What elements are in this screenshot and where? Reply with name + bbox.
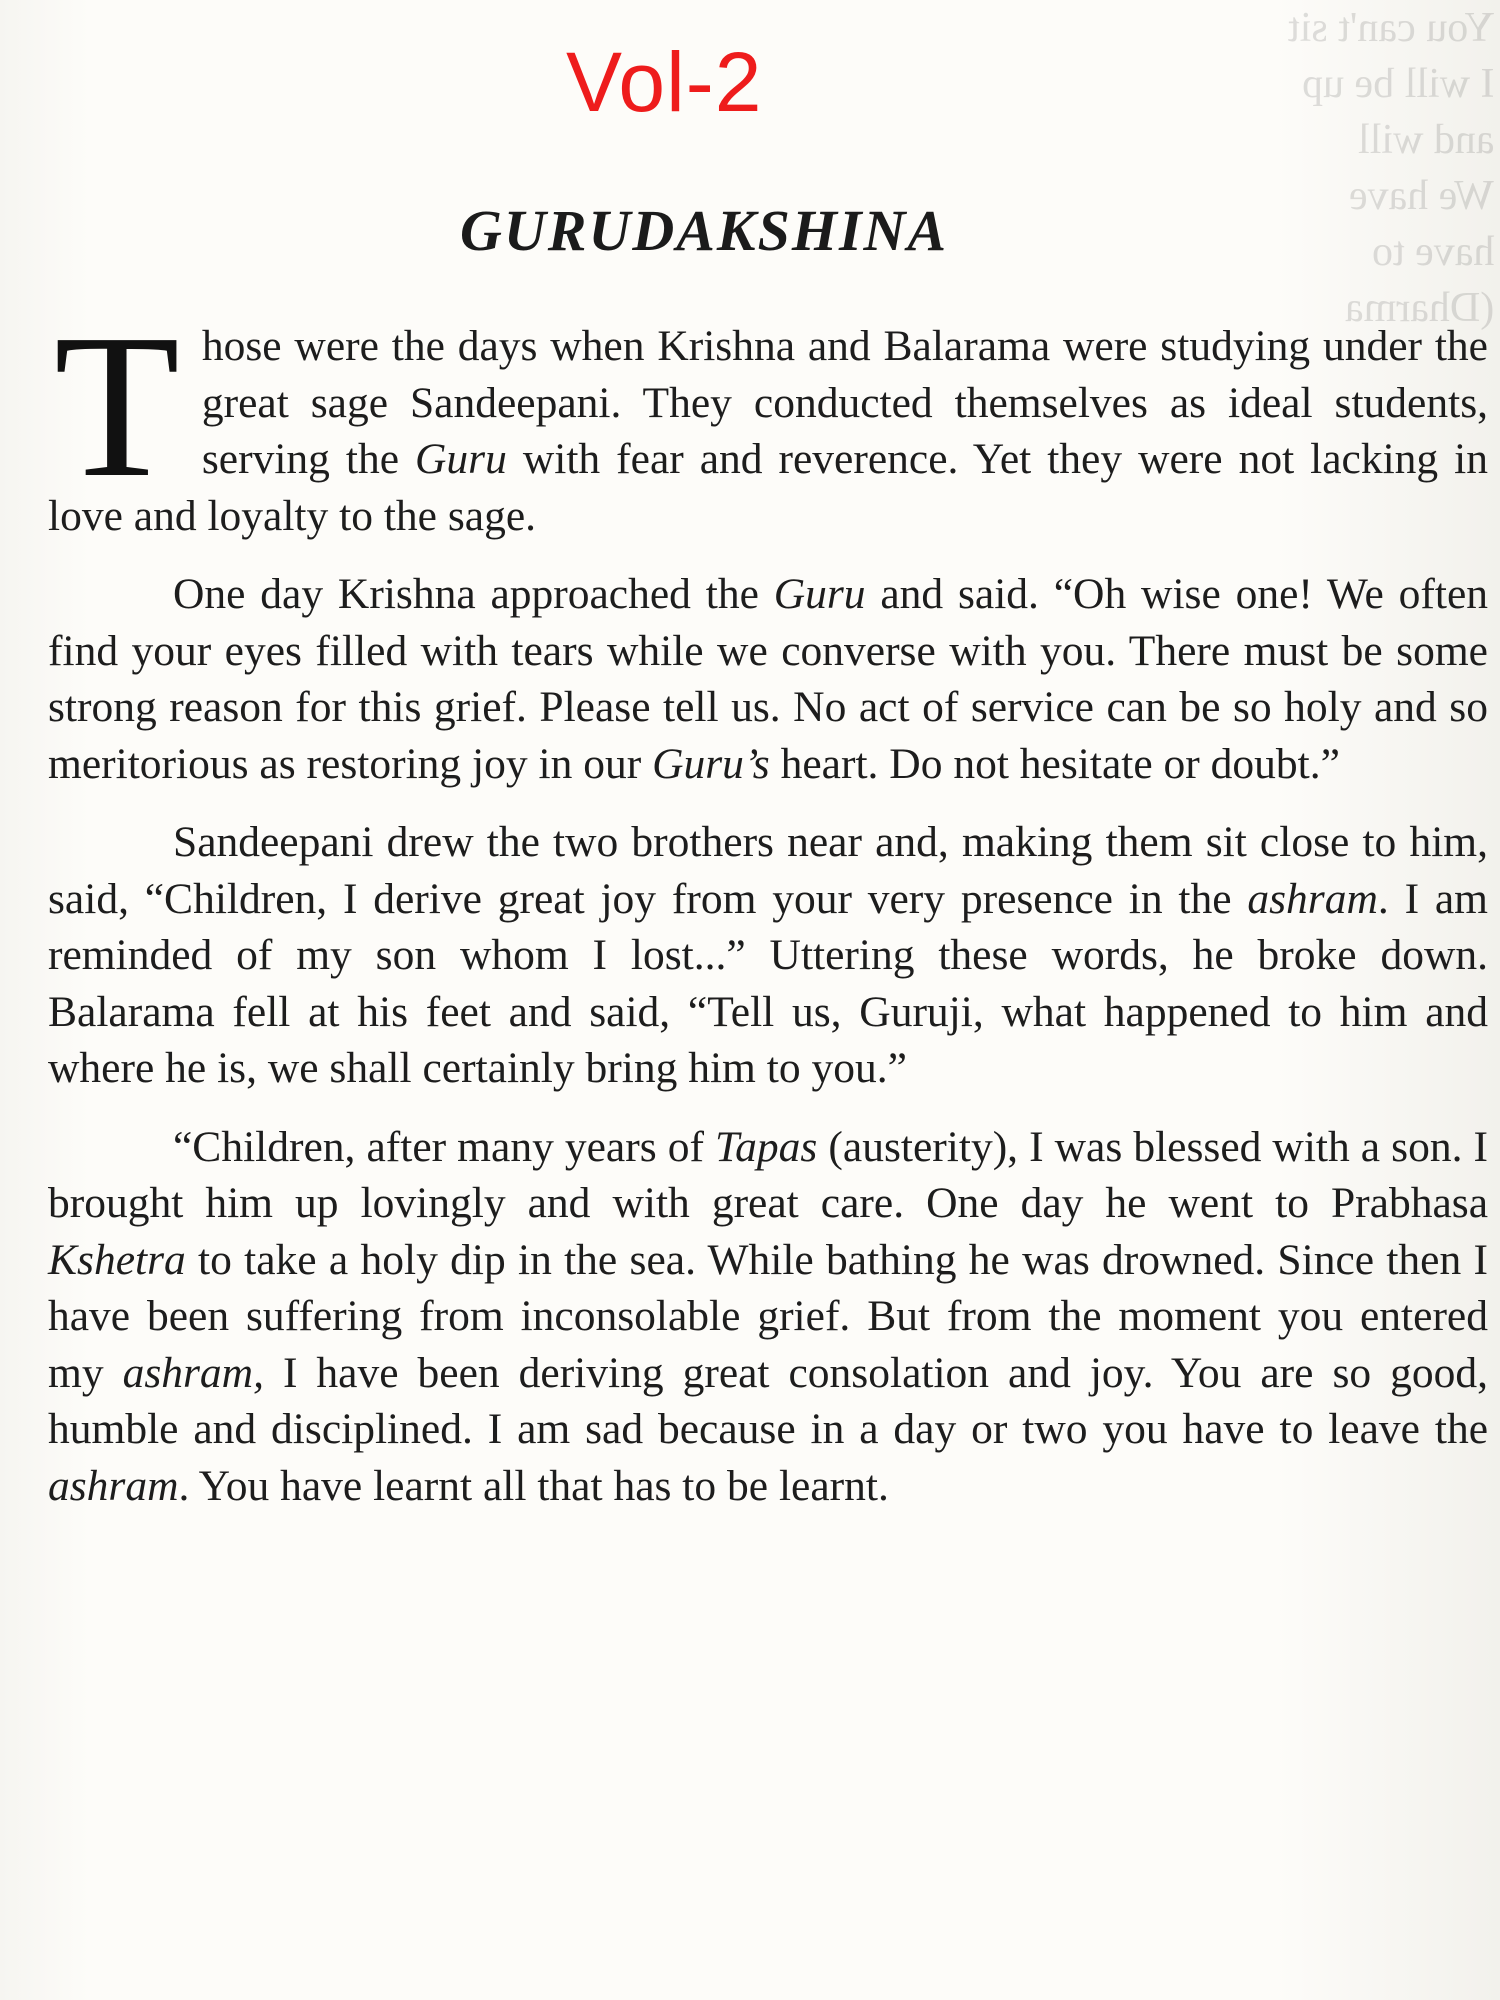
drop-cap: T [54, 291, 180, 520]
paragraph-1-italic-guru: Guru [415, 435, 507, 483]
paragraph-2-text-c: heart. Do not hesitate or doubt.” [769, 739, 1340, 788]
paragraph-4-italic-ashram-2: ashram [48, 1461, 179, 1510]
bleed-through-shadow: You can't sit I will be up and will We have have to (Dharma [1287, 5, 1494, 331]
paragraph-2-italic-gurus: Guru’s [652, 739, 770, 788]
paragraph-4-italic-tapas: Tapas [714, 1122, 818, 1171]
paragraph-1 [48, 291, 1488, 544]
paragraph-3-text-b: . I am reminded of my son whom I lost...” Uttering these words, he broke down. Balarama fell at his feet and said, “Tell us, Guruji, what happened to him and where he is, we shall certainly bring him to you.” [48, 874, 1488, 1092]
paragraph-2-italic-guru: Guru [773, 570, 866, 618]
paragraph-4 [48, 1119, 1488, 1515]
paragraph-2 [48, 566, 1488, 792]
paragraph-1-text-b: with fear and reverence. Yet they were not lacking in love and loyalty to the sage. [48, 435, 1488, 540]
paragraph-3-italic-ashram: ashram [1247, 874, 1378, 923]
chapter-body [48, 291, 1488, 1536]
volume-label: Vol-2 [566, 35, 763, 129]
paragraph-4-italic-ashram-1: ashram, [122, 1348, 264, 1397]
paragraph-1-text-a: hose were the days when Krishna and Balarama were studying under the great sage Sandeepani. They conducted themselves as ideal students, serving the [201, 322, 1488, 483]
paragraph-3 [48, 814, 1488, 1097]
paragraph-4-italic-kshetra: Kshetra [48, 1235, 186, 1284]
paragraph-2-text-a: One day Krishna approached the [173, 570, 774, 618]
paragraph-4-text-a: “Children, after many years of [173, 1122, 715, 1171]
paragraph-2-text-b: and said. “Oh wise one! We often find your eyes filled with tears while we converse with you. There must be some strong reason for this grief. Please tell us. No act of service can be so holy and so meritorious as restoring joy in our [48, 570, 1488, 788]
paragraph-4-text-c: to take a holy dip in the sea. While bathing he was drowned. Since then I have been suffering from inconsolable grief. But from the moment you entered my [48, 1235, 1488, 1397]
chapter-title: GURUDAKSHINA [460, 198, 949, 263]
paragraph-4-text-d: I have been deriving great consolation and joy. You are so good, humble and disciplined. I am sad because in a day or two you have to leave the [48, 1348, 1488, 1453]
paragraph-3-text-a: Sandeepani drew the two brothers near and, making them sit close to him, said, “Children, I derive great joy from your very presence in the [48, 818, 1488, 923]
paragraph-4-text-e: . You have learnt all that has to be learnt. [178, 1461, 889, 1510]
paragraph-4-text-b: (austerity), I was blessed with a son. I brought him up lovingly and with great care. One day he went to Prabhasa [48, 1122, 1488, 1227]
